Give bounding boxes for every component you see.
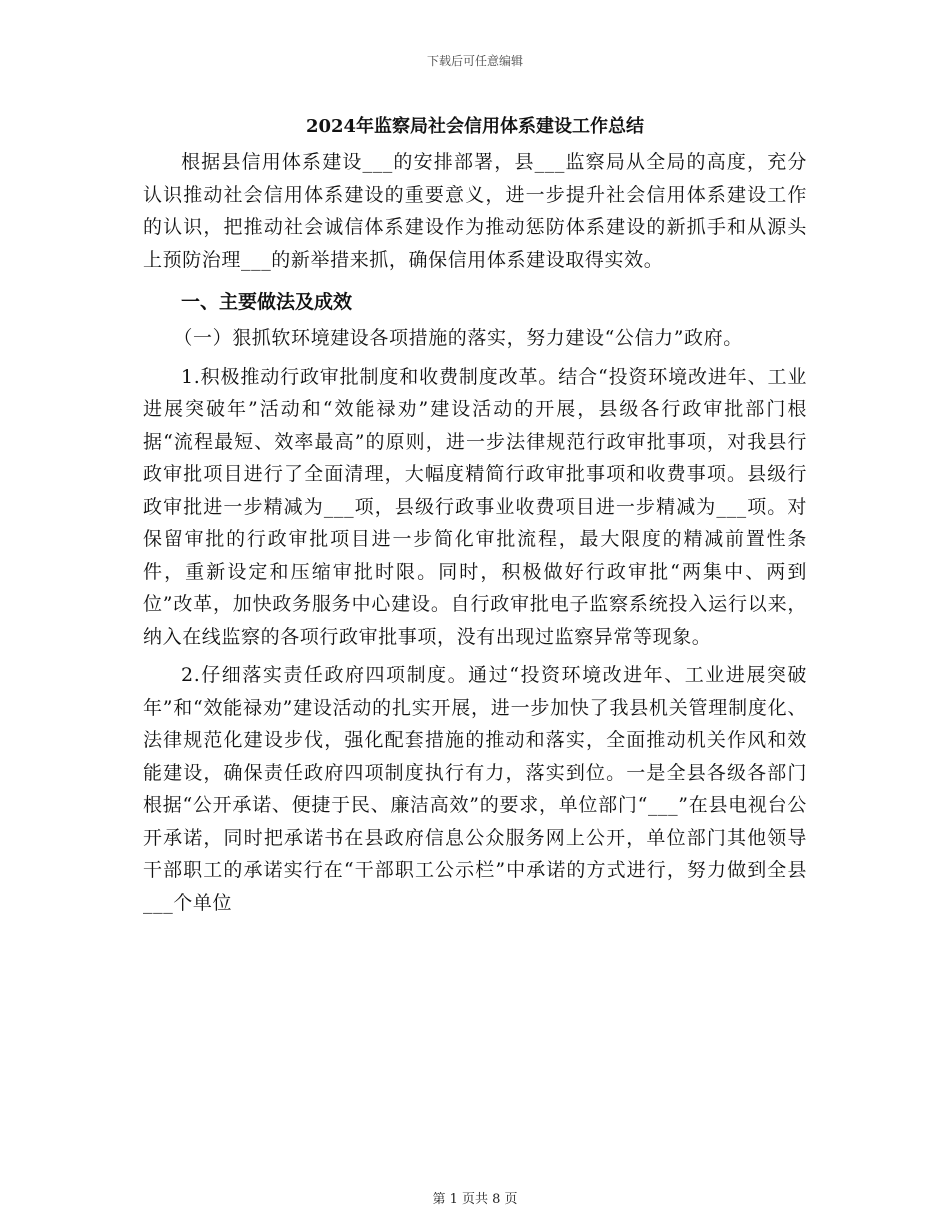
item-1-paragraph: 1.积极推动行政审批制度和收费制度改革。结合“投资环境改进年、工业进展突破年”活动和“效能禄劝”建设活动的开展，县级各行政审批部门根据“流程最短、效率最高”的原则，进一步法律规范行政审批事项，对我县行政审批项目进行了全面清理，大幅度精简行政审批事项和收费事项。县级行政审批进一步精减为___项，县级行政事业收费项目进一步精减为___项。对保留审批的行政审批项目进一步简化审批流程，最大限度的精减前置性条件，重新设定和压缩审批时限。同时，积极做好行政审批“两集中、两到位”改革，加快政务服务中心建设。自行政审批电子监察系统投入运行以来，纳入在线监察的各项行政审批事项，没有出现过监察异常等现象。 bbox=[143, 365, 807, 648]
item-2-paragraph: 2.仔细落实责任政府四项制度。通过“投资环境改进年、工业进展突破年”和“效能禄劝”建设活动的扎实开展，进一步加快了我县机关管理制度化、法律规范化建设步伐，强化配套措施的推动和落实，全面推动机关作风和效能建设，确保责任政府四项制度执行有力，落实到位。一是全县各级各部门根据“公开承诺、便捷于民、廉洁高效”的要求，单位部门“___”在县电视台公开承诺，同时把承诺书在县政府信息公众服务网上公开，单位部门其他领导干部职工的承诺实行在“干部职工公示栏”中承诺的方式进行，努力做到全县___个单位 bbox=[143, 664, 807, 914]
document-title: 2024年监察局社会信用体系建设工作总结 bbox=[305, 116, 645, 137]
page-header: 下载后可任意编辑 bbox=[426, 54, 523, 68]
document-body bbox=[143, 110, 807, 919]
section-heading: 一、主要做法及成效 bbox=[181, 291, 353, 313]
intro-paragraph: 根据县信用体系建设___的安排部署，县___监察局从全局的高度，充分认识推动社会信用体系建设的重要意义，进一步提升社会信用体系建设工作的认识，把推动社会诚信体系建设作为推动惩防体系建设的新抓手和从源头上预防治理___的新举措来抓，确保信用体系建设取得实效。 bbox=[143, 151, 807, 271]
page-footer: 第 1 页共 8 页 bbox=[432, 1192, 518, 1207]
subsection-paragraph: （一）狠抓软环境建设各项措施的落实，努力建设“公信力”政府。 bbox=[173, 327, 743, 349]
